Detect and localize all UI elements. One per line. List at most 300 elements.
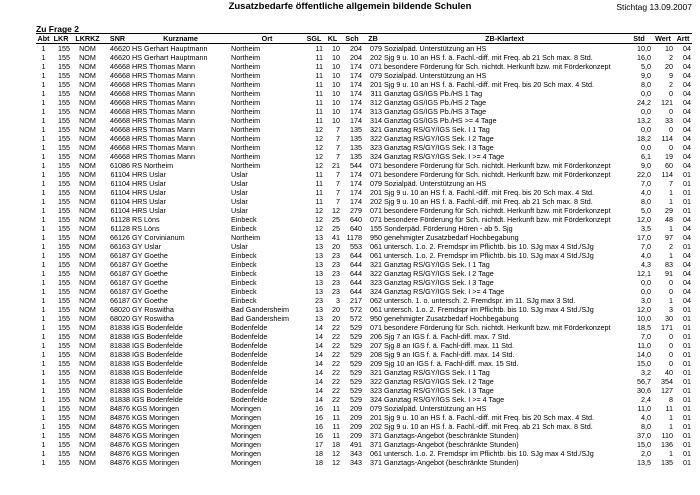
table-row: [36, 134, 692, 143]
table-cell: 46620: [110, 44, 130, 53]
table-cell: 04: [683, 161, 691, 170]
table-cell: 155: [58, 152, 70, 161]
table-cell: 04: [683, 80, 691, 89]
table-cell: 14: [315, 386, 323, 395]
table-row: [36, 260, 692, 269]
table-cell: 174: [350, 98, 362, 107]
table-cell: 155: [58, 143, 70, 152]
table-row: [36, 314, 692, 323]
table-cell: 529: [350, 350, 362, 359]
table-cell: RS Löns: [132, 215, 160, 224]
table-cell: 644: [350, 251, 362, 260]
table-cell: IGS Bodenfelde: [132, 332, 183, 341]
table-cell: 11: [315, 170, 323, 179]
table-cell: 1: [41, 179, 46, 188]
table-cell: NOM: [79, 296, 96, 305]
table-cell: Bodenfelde: [231, 395, 268, 404]
table-cell: 04: [683, 71, 691, 80]
table-cell: 04: [683, 287, 691, 296]
table-cell: Ganztag RS/GY/IGS Sek. I 2 Tage: [384, 377, 494, 386]
table-cell: 11: [315, 188, 323, 197]
table-cell: 29: [665, 206, 673, 215]
column-header: ZB: [363, 34, 383, 44]
table-cell: 46668: [110, 107, 130, 116]
table-row: [36, 206, 692, 215]
table-cell: 46668: [110, 134, 130, 143]
table-cell: Northeim: [231, 71, 261, 80]
table-cell: 1: [669, 422, 673, 431]
table-cell: Ganztag RS/GY/IGS Sek. I 2 Tage: [384, 134, 494, 143]
table-cell: 22: [332, 386, 340, 395]
table-cell: 11: [315, 80, 323, 89]
table-cell: 1: [41, 143, 46, 152]
table-cell: 071: [370, 161, 382, 170]
table-cell: 61128: [110, 215, 130, 224]
table-cell: 155: [58, 449, 70, 458]
table-cell: Northeim: [231, 143, 261, 152]
table-cell: Northeim: [231, 53, 261, 62]
table-cell: 46620: [110, 53, 130, 62]
table-cell: 22: [332, 368, 340, 377]
table-cell: 155: [58, 305, 70, 314]
table-row: [36, 89, 692, 98]
table-cell: HRS Thomas Mann: [132, 134, 195, 143]
table-cell: 04: [683, 107, 691, 116]
table-cell: 66187: [110, 260, 130, 269]
table-cell: 343: [350, 449, 362, 458]
table-cell: 16: [315, 431, 323, 440]
table-cell: 04: [683, 134, 691, 143]
table-cell: 155: [58, 62, 70, 71]
table-cell: Einbeck: [231, 296, 257, 305]
table-cell: GY Roswitha: [132, 305, 174, 314]
table-cell: 23: [332, 269, 340, 278]
table-cell: 46668: [110, 80, 130, 89]
table-row: [36, 125, 692, 134]
table-cell: 155: [58, 440, 70, 449]
table-cell: HS Gerhart Hauptmann: [132, 53, 208, 62]
table-cell: 3: [336, 296, 340, 305]
table-row: [36, 161, 692, 170]
table-cell: 321: [370, 260, 382, 269]
table-cell: 1: [41, 440, 46, 449]
table-cell: 10,0: [637, 44, 651, 53]
table-cell: 37,0: [637, 431, 651, 440]
table-cell: KGS Moringen: [132, 413, 180, 422]
table-cell: 314: [370, 116, 382, 125]
table-cell: 7,0: [641, 332, 651, 341]
table-cell: NOM: [79, 53, 96, 62]
table-cell: Bodenfelde: [231, 359, 268, 368]
table-cell: Ganztag RS/GY/IGS Sek. I >= 4 Tage: [384, 395, 505, 404]
table-cell: 644: [350, 269, 362, 278]
table-cell: 121: [661, 98, 673, 107]
table-cell: 18,5: [637, 323, 651, 332]
table-cell: NOM: [79, 440, 96, 449]
table-cell: 11: [332, 413, 340, 422]
table-cell: 155: [58, 269, 70, 278]
table-cell: 155: [58, 53, 70, 62]
table-cell: 97: [665, 233, 673, 242]
table-cell: 544: [350, 161, 362, 170]
table-cell: 061: [370, 251, 382, 260]
table-cell: 23: [332, 278, 340, 287]
table-cell: HRS Thomas Mann: [132, 152, 195, 161]
table-cell: 04: [683, 278, 691, 287]
table-cell: 1: [41, 80, 46, 89]
table-cell: Uslar: [231, 179, 248, 188]
table-cell: 110: [661, 431, 673, 440]
table-cell: 01: [683, 413, 691, 422]
table-cell: 01: [683, 422, 691, 431]
table-cell: 155: [58, 377, 70, 386]
table-cell: 1: [41, 386, 46, 395]
table-cell: 1: [41, 431, 46, 440]
table-cell: 950: [370, 314, 382, 323]
table-cell: 01: [683, 458, 691, 467]
table-cell: 01: [683, 386, 691, 395]
table-cell: NOM: [79, 251, 96, 260]
table-cell: 206: [370, 332, 382, 341]
table-cell: 40: [665, 368, 673, 377]
table-row: [36, 242, 692, 251]
table-cell: 0: [669, 287, 673, 296]
table-cell: Ganztag RS/GY/IGS Sek. I 1 Tag: [384, 125, 490, 134]
table-row: [36, 98, 692, 107]
table-cell: 135: [350, 143, 362, 152]
table-cell: 1: [41, 323, 46, 332]
table-cell: 071: [370, 170, 382, 179]
table-header-row: [36, 34, 692, 44]
table-cell: 12: [315, 152, 323, 161]
table-cell: 3,2: [641, 368, 651, 377]
table-row: [36, 404, 692, 413]
table-cell: 323: [370, 278, 382, 287]
table-cell: 155: [58, 341, 70, 350]
table-cell: 04: [683, 53, 691, 62]
table-cell: 155: [58, 332, 70, 341]
table-cell: Ganztag RS/GY/IGS Sek. I 1 Tag: [384, 260, 490, 269]
table-cell: NOM: [79, 269, 96, 278]
column-header: LKR: [51, 34, 71, 44]
table-cell: Bodenfelde: [231, 350, 268, 359]
table-cell: 0,0: [641, 125, 651, 134]
table-cell: Moringen: [231, 458, 261, 467]
table-cell: IGS Bodenfelde: [132, 341, 183, 350]
table-cell: 81838: [110, 332, 130, 341]
table-cell: 202: [370, 422, 382, 431]
table-cell: 11: [665, 404, 673, 413]
table-cell: 1: [41, 134, 46, 143]
table-cell: 201: [370, 188, 382, 197]
table-cell: 155: [58, 98, 70, 107]
table-cell: 04: [683, 125, 691, 134]
table-cell: NOM: [79, 98, 96, 107]
table-cell: HRS Thomas Mann: [132, 98, 195, 107]
table-cell: 01: [683, 449, 691, 458]
table-cell: 14: [315, 323, 323, 332]
table-cell: 572: [350, 305, 362, 314]
table-cell: untersch. 1.o. 2. Fremdspr im Pflichtb. bis 10. SJg max 4 Std./SJg: [384, 242, 594, 251]
table-cell: 155: [58, 278, 70, 287]
table-cell: Uslar: [231, 206, 248, 215]
table-cell: 1: [669, 296, 673, 305]
table-cell: 1: [669, 188, 673, 197]
table-row: [36, 332, 692, 341]
table-cell: besondere Förderung für Sch. nichtdt. Herkunft bzw. mit Förderkonzept: [384, 323, 611, 332]
table-cell: 1: [41, 449, 46, 458]
table-cell: 8,0: [641, 422, 651, 431]
table-cell: 0,0: [641, 143, 651, 152]
table-cell: 01: [683, 188, 691, 197]
table-cell: 01: [683, 431, 691, 440]
table-cell: 61104: [110, 188, 130, 197]
table-cell: 84876: [110, 413, 130, 422]
table-cell: 155: [58, 287, 70, 296]
table-cell: 209: [370, 359, 382, 368]
table-cell: 529: [350, 341, 362, 350]
table-cell: 11: [315, 179, 323, 188]
table-row: [36, 431, 692, 440]
table-cell: 56,7: [637, 377, 651, 386]
table-cell: 950: [370, 233, 382, 242]
table-cell: 1: [41, 458, 46, 467]
table-cell: IGS Bodenfelde: [132, 386, 183, 395]
table-cell: 155: [58, 89, 70, 98]
table-cell: 1: [41, 377, 46, 386]
table-cell: 01: [683, 197, 691, 206]
table-row: [36, 422, 692, 431]
table-cell: 04: [683, 143, 691, 152]
table-cell: NOM: [79, 368, 96, 377]
table-cell: 155: [58, 458, 70, 467]
table-cell: NOM: [79, 143, 96, 152]
table-cell: 155: [58, 251, 70, 260]
table-cell: Einbeck: [231, 287, 257, 296]
table-row: [36, 377, 692, 386]
table-cell: 640: [350, 215, 362, 224]
table-cell: 46668: [110, 143, 130, 152]
table-cell: KGS Moringen: [132, 458, 180, 467]
table-cell: Sjg 9 u. 10 an HS f. ä. Fachl.-diff. mit Freq. bis 20 Sch max. 4 Std.: [384, 413, 594, 422]
table-cell: GY Goethe: [132, 296, 168, 305]
table-cell: HRS Thomas Mann: [132, 143, 195, 152]
table-cell: 155: [58, 404, 70, 413]
table-cell: 1: [41, 305, 46, 314]
table-cell: 1: [41, 197, 46, 206]
table-cell: 071: [370, 62, 382, 71]
table-cell: 1178: [346, 233, 362, 242]
table-cell: 23: [332, 260, 340, 269]
table-cell: 30,6: [637, 386, 651, 395]
table-cell: 155: [58, 224, 70, 233]
table-cell: Bodenfelde: [231, 386, 268, 395]
section-heading: Zu Frage 2: [36, 24, 79, 34]
table-cell: 20: [665, 62, 673, 71]
column-header: Kurzname: [131, 34, 230, 44]
table-cell: NOM: [79, 89, 96, 98]
table-cell: 1: [41, 116, 46, 125]
table-cell: genehmigter Zusatzbedarf Hochbegabung: [384, 314, 519, 323]
table-cell: 01: [683, 440, 691, 449]
table-cell: Northeim: [231, 89, 261, 98]
table-cell: NOM: [79, 413, 96, 422]
table-cell: 01: [683, 170, 691, 179]
table-cell: IGS Bodenfelde: [132, 323, 183, 332]
table-cell: 18,2: [637, 134, 651, 143]
table-cell: 174: [350, 170, 362, 179]
table-cell: Bad Gandersheim: [231, 305, 289, 314]
table-cell: 371: [370, 458, 382, 467]
table-cell: 1: [41, 188, 46, 197]
table-cell: 66187: [110, 278, 130, 287]
table-cell: 343: [350, 458, 362, 467]
table-cell: 322: [370, 134, 382, 143]
table-cell: NOM: [79, 449, 96, 458]
table-cell: 9,0: [641, 71, 651, 80]
table-cell: 553: [350, 242, 362, 251]
table-cell: NOM: [79, 404, 96, 413]
table-cell: 84876: [110, 440, 130, 449]
column-header: Artt: [674, 34, 692, 44]
table-row: [36, 413, 692, 422]
table-cell: 61128: [110, 224, 130, 233]
table-cell: besondere Förderung für Sch. nichtdt. Herkunft bzw. mit Förderkonzept: [384, 161, 611, 170]
table-cell: HRS Thomas Mann: [132, 107, 195, 116]
table-row: [36, 44, 692, 54]
table-cell: 12: [315, 206, 323, 215]
table-cell: 61104: [110, 179, 130, 188]
zusatzbedarf-table: [36, 33, 692, 467]
table-cell: 1: [669, 224, 673, 233]
table-row: [36, 323, 692, 332]
table-cell: 155: [58, 386, 70, 395]
table-row: [36, 440, 692, 449]
table-cell: 01: [683, 314, 691, 323]
table-cell: 10: [332, 107, 340, 116]
table-cell: 13: [315, 260, 323, 269]
table-cell: NOM: [79, 206, 96, 215]
table-cell: IGS Bodenfelde: [132, 368, 183, 377]
table-cell: besondere Förderung für Sch. nichtdt. Herkunft bzw. mit Förderkonzept: [384, 206, 611, 215]
table-cell: genehmigter Zusatzbedarf Hochbegabung: [384, 233, 519, 242]
table-cell: 061: [370, 305, 382, 314]
table-cell: 19: [665, 152, 673, 161]
table-cell: 13: [315, 314, 323, 323]
table-cell: KGS Moringen: [132, 431, 180, 440]
table-cell: 12: [332, 206, 340, 215]
table-cell: 12: [315, 224, 323, 233]
table-cell: 22: [332, 341, 340, 350]
table-cell: 1: [41, 89, 46, 98]
table-cell: 2,4: [641, 395, 651, 404]
table-cell: 8,0: [641, 197, 651, 206]
table-cell: Northeim: [231, 62, 261, 71]
table-cell: 61104: [110, 170, 130, 179]
table-cell: 155: [58, 215, 70, 224]
table-cell: 529: [350, 377, 362, 386]
table-cell: 1: [41, 206, 46, 215]
table-cell: 61086: [110, 161, 130, 170]
table-cell: HRS Uslar: [132, 197, 166, 206]
table-cell: 0: [669, 359, 673, 368]
table-cell: 66187: [110, 269, 130, 278]
table-cell: Uslar: [231, 197, 248, 206]
table-cell: 135: [350, 152, 362, 161]
table-cell: 16: [315, 413, 323, 422]
table-cell: 46668: [110, 89, 130, 98]
table-cell: Moringen: [231, 404, 261, 413]
table-cell: 15,0: [637, 440, 651, 449]
table-cell: 354: [661, 377, 673, 386]
table-cell: 11,0: [637, 404, 651, 413]
table-cell: HRS Thomas Mann: [132, 116, 195, 125]
table-cell: 5,0: [641, 62, 651, 71]
table-cell: 7: [669, 179, 673, 188]
table-cell: Einbeck: [231, 260, 257, 269]
table-cell: untersch. 1. o. untersch. 2. Fremdspr. im 11. SJg max 3 Std.: [384, 296, 576, 305]
table-cell: 46668: [110, 71, 130, 80]
table-cell: Ganztags-Angebot (beschränkte Stunden): [384, 458, 519, 467]
table-cell: 2: [669, 53, 673, 62]
table-cell: 11: [332, 431, 340, 440]
table-cell: NOM: [79, 71, 96, 80]
table-cell: 324: [370, 287, 382, 296]
table-cell: 174: [350, 107, 362, 116]
table-cell: 14: [315, 377, 323, 386]
table-cell: 1: [669, 251, 673, 260]
table-cell: besondere Förderung für Sch. nichtdt. Herkunft bzw. mit Förderkonzept: [384, 170, 611, 179]
table-cell: 079: [370, 404, 382, 413]
table-body: [36, 44, 692, 468]
table-cell: 20: [332, 242, 340, 251]
table-cell: 11: [332, 422, 340, 431]
table-cell: HRS Uslar: [132, 170, 166, 179]
table-cell: Northeim: [231, 152, 261, 161]
table-cell: 14,0: [637, 350, 651, 359]
table-cell: 11: [315, 197, 323, 206]
table-cell: 01: [683, 179, 691, 188]
table-cell: 04: [683, 260, 691, 269]
table-cell: 174: [350, 80, 362, 89]
table-cell: Sjg 9 u. 10 an HS f. ä. Fachl.-diff. mit Freq. ab 21 Sch max. 8 Std.: [384, 53, 593, 62]
table-cell: 11: [332, 404, 340, 413]
table-cell: 84876: [110, 458, 130, 467]
table-cell: 11: [315, 53, 323, 62]
table-cell: 14: [315, 359, 323, 368]
table-cell: 04: [683, 224, 691, 233]
table-cell: 7: [336, 197, 340, 206]
table-cell: 11: [315, 107, 323, 116]
table-cell: 14: [315, 368, 323, 377]
table-cell: Sozialpäd. Unterstützung an HS: [384, 44, 487, 53]
table-cell: 0: [669, 350, 673, 359]
table-cell: NOM: [79, 224, 96, 233]
table-cell: 1: [41, 359, 46, 368]
table-cell: 84876: [110, 404, 130, 413]
table-cell: 04: [683, 251, 691, 260]
table-cell: 24,2: [637, 98, 651, 107]
table-cell: 46668: [110, 125, 130, 134]
table-cell: Einbeck: [231, 224, 257, 233]
table-cell: 01: [683, 359, 691, 368]
table-row: [36, 179, 692, 188]
table-cell: GY Uslar: [132, 242, 162, 251]
table-cell: Northeim: [231, 125, 261, 134]
table-cell: 04: [683, 44, 691, 53]
table-cell: 1: [41, 62, 46, 71]
table-cell: 22: [332, 359, 340, 368]
